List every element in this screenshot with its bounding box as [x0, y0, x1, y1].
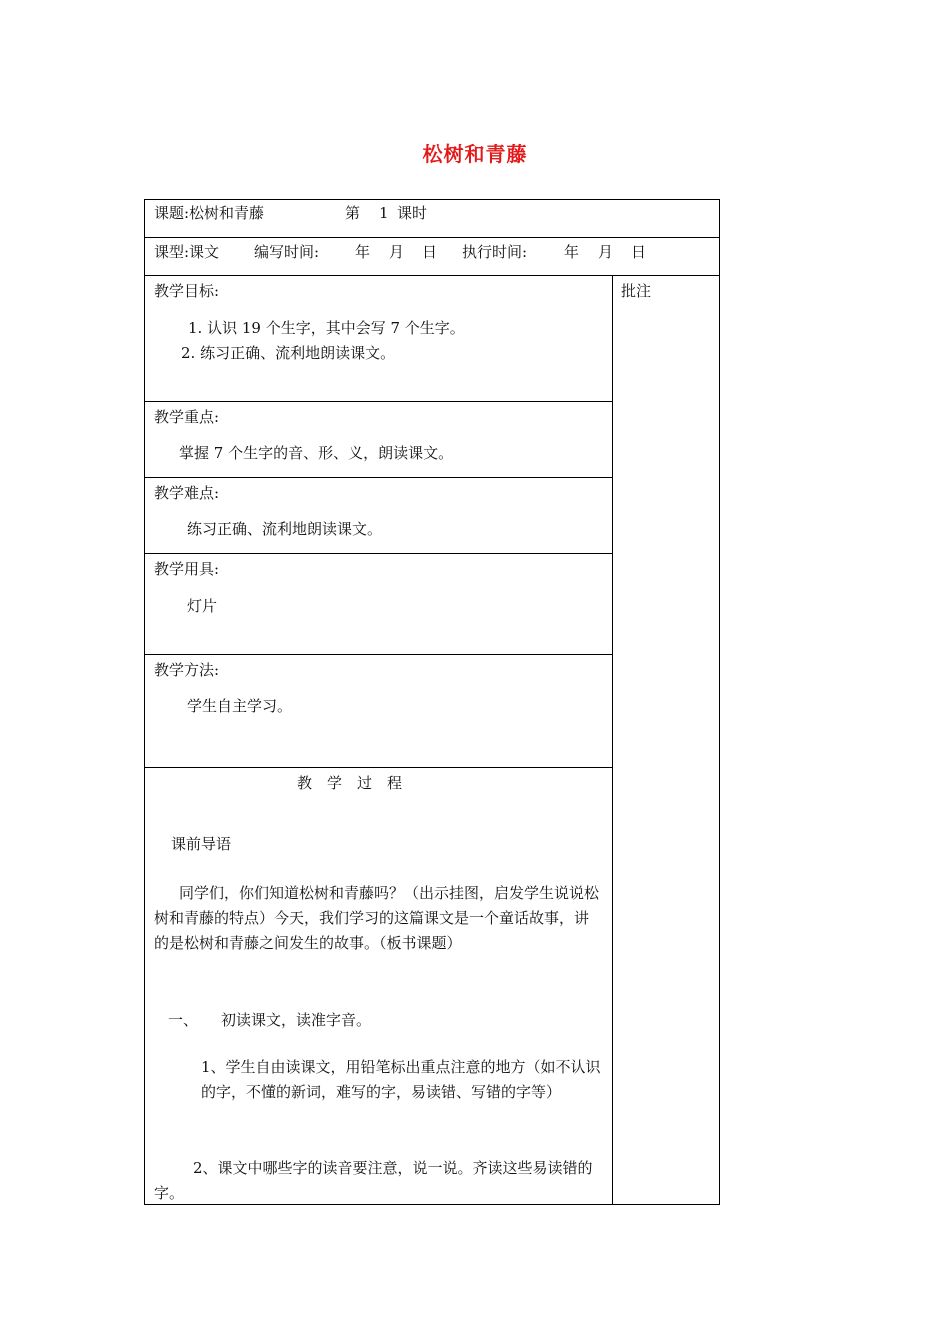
- table-divider: [144, 237, 720, 238]
- objectives-label: 教学目标:: [154, 282, 220, 300]
- exec-day: 日: [631, 243, 647, 261]
- lesson-type: 课型:课文: [154, 243, 220, 261]
- written-day: 日: [422, 243, 438, 261]
- objective-item: 1. 认识 19 个生字，其中会写 7 个生字。: [188, 319, 465, 337]
- table-divider: [612, 275, 613, 1205]
- period-prefix: 第: [345, 204, 361, 222]
- annotation-label: 批注: [621, 282, 652, 300]
- page-title: 松树和青藤: [422, 142, 528, 166]
- exec-month: 月: [598, 243, 614, 261]
- intro-paragraph: 同学们，你们知道松树和青藤吗？（出示挂图，启发学生说说松树和青藤的特点）今天，我们学习的这篇课文是一个童话故事，讲的是松树和青藤之间发生的故事。（板书课题）: [154, 884, 600, 952]
- exec-time-label: 执行时间:: [462, 243, 528, 261]
- tools-label: 教学用具:: [154, 560, 220, 578]
- table-divider: [144, 477, 612, 478]
- step1-number: 一、: [168, 1011, 199, 1029]
- intro-label: 课前导语: [171, 835, 232, 853]
- tools-content: 灯片: [187, 597, 218, 615]
- step1-item: 2、课文中哪些字的读音要注意，说一说。齐读这些易读错的字。: [154, 1159, 593, 1202]
- process-heading: 教 学 过 程: [297, 774, 403, 792]
- lesson-topic: 课题:松树和青藤: [154, 204, 265, 222]
- table-divider: [144, 654, 612, 655]
- objective-item: 2. 练习正确、流利地朗读课文。: [181, 344, 396, 362]
- table-divider: [144, 767, 612, 768]
- difficulties-label: 教学难点:: [154, 484, 220, 502]
- exec-year: 年: [564, 243, 580, 261]
- written-time-label: 编写时间:: [254, 243, 320, 261]
- written-year: 年: [355, 243, 371, 261]
- key-points-content: 掌握 7 个生字的音、形、义，朗读课文。: [179, 444, 454, 462]
- difficulties-content: 练习正确、流利地朗读课文。: [187, 520, 383, 538]
- period-number: 1: [379, 204, 389, 222]
- table-divider: [144, 401, 612, 402]
- table-divider: [144, 275, 720, 276]
- table-divider: [144, 553, 612, 554]
- period-suffix: 课时: [397, 204, 428, 222]
- methods-content: 学生自主学习。: [187, 697, 293, 715]
- key-points-label: 教学重点:: [154, 408, 220, 426]
- step1-item: 1、学生自由读课文，用铅笔标出重点注意的地方（如不认识的字，不懂的新词，难写的字，易读错、写错的字等）: [201, 1058, 601, 1101]
- written-month: 月: [389, 243, 405, 261]
- methods-label: 教学方法:: [154, 661, 220, 679]
- step1-title: 初读课文，读准字音。: [221, 1011, 372, 1029]
